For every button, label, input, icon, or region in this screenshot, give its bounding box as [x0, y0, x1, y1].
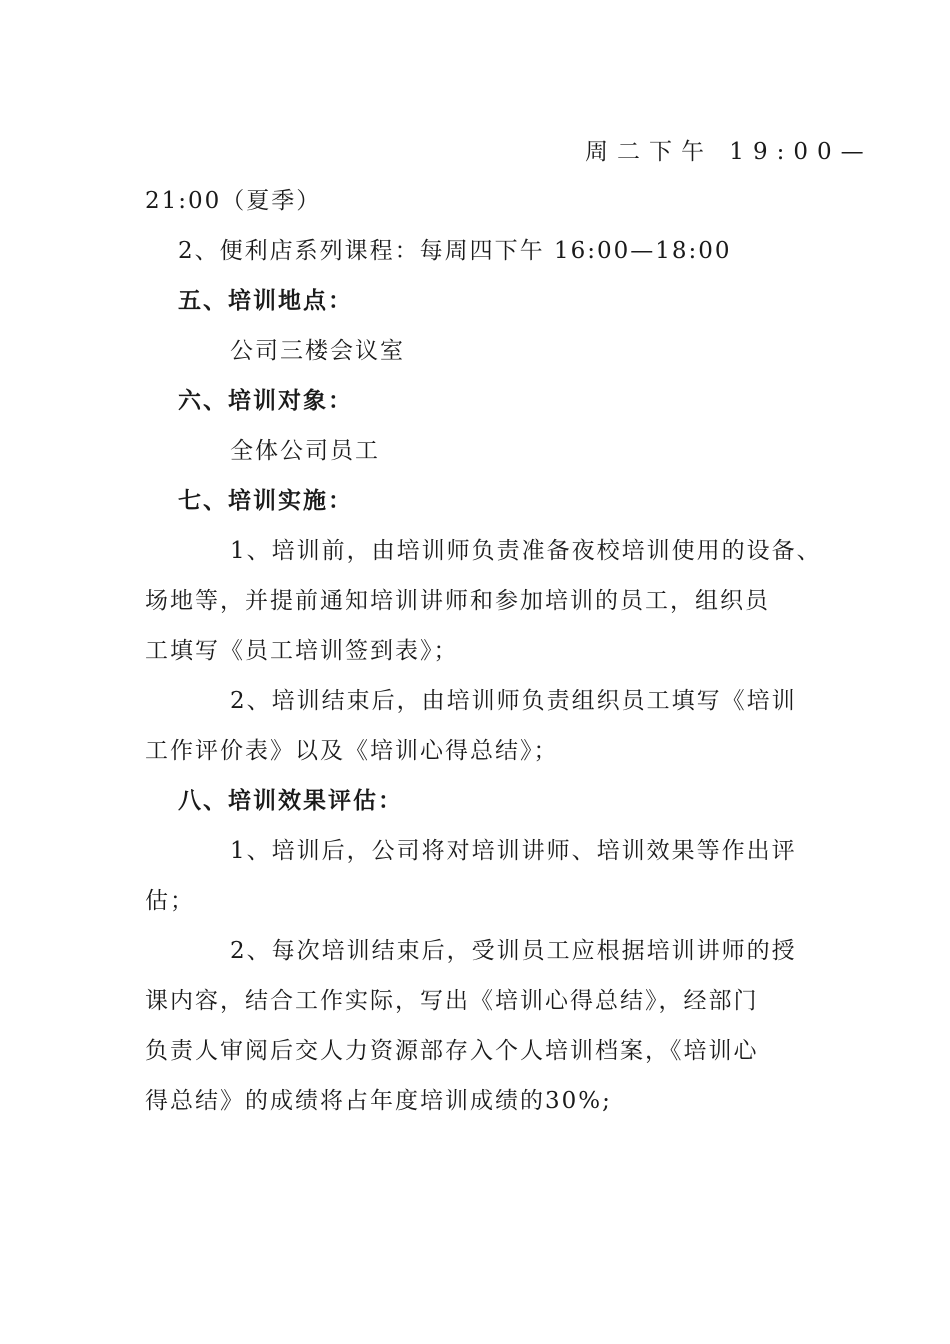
section-heading-location: 五、培训地点：	[178, 287, 353, 314]
evaluation-item-1-line-2: 估；	[145, 888, 195, 914]
implementation-item-1-line-3: 工填写《员工培训签到表》；	[145, 638, 459, 664]
section-heading-implementation: 七、培训实施：	[178, 487, 353, 514]
section-heading-evaluation: 八、培训效果评估：	[178, 787, 403, 814]
implementation-item-2-line-1: 2、培训结束后，由培训师负责组织员工填写《培训	[230, 688, 797, 714]
evaluation-item-2-line-2: 课内容，结合工作实际，写出《培训心得总结》，经部门	[145, 988, 759, 1014]
evaluation-item-2-line-4: 得总结》的成绩将占年度培训成绩的30%;	[145, 1088, 612, 1114]
schedule-line-2: 21:00（夏季）	[145, 188, 322, 214]
section-content-location: 公司三楼会议室	[230, 338, 405, 364]
evaluation-item-2-line-3: 负责人审阅后交人力资源部存入个人培训档案，《培训心	[145, 1038, 759, 1064]
implementation-item-2-line-2: 工作评价表》以及《培训心得总结》；	[145, 738, 559, 764]
schedule-line-1: 周二下午 19:00—	[585, 139, 873, 165]
section-heading-audience: 六、培训对象：	[178, 387, 353, 414]
evaluation-item-2-line-1: 2、每次培训结束后，受训员工应根据培训讲师的授	[230, 938, 797, 964]
section-content-audience: 全体公司员工	[230, 438, 380, 464]
schedule-item-2: 2、便利店系列课程：每周四下午 16:00—18:00	[178, 238, 732, 264]
implementation-item-1-line-1: 1、培训前，由培训师负责准备夜校培训使用的设备、	[230, 538, 822, 564]
evaluation-item-1-line-1: 1、培训后，公司将对培训讲师、培训效果等作出评	[230, 838, 797, 864]
implementation-item-1-line-2: 场地等，并提前通知培训讲师和参加培训的员工，组织员	[145, 588, 770, 614]
